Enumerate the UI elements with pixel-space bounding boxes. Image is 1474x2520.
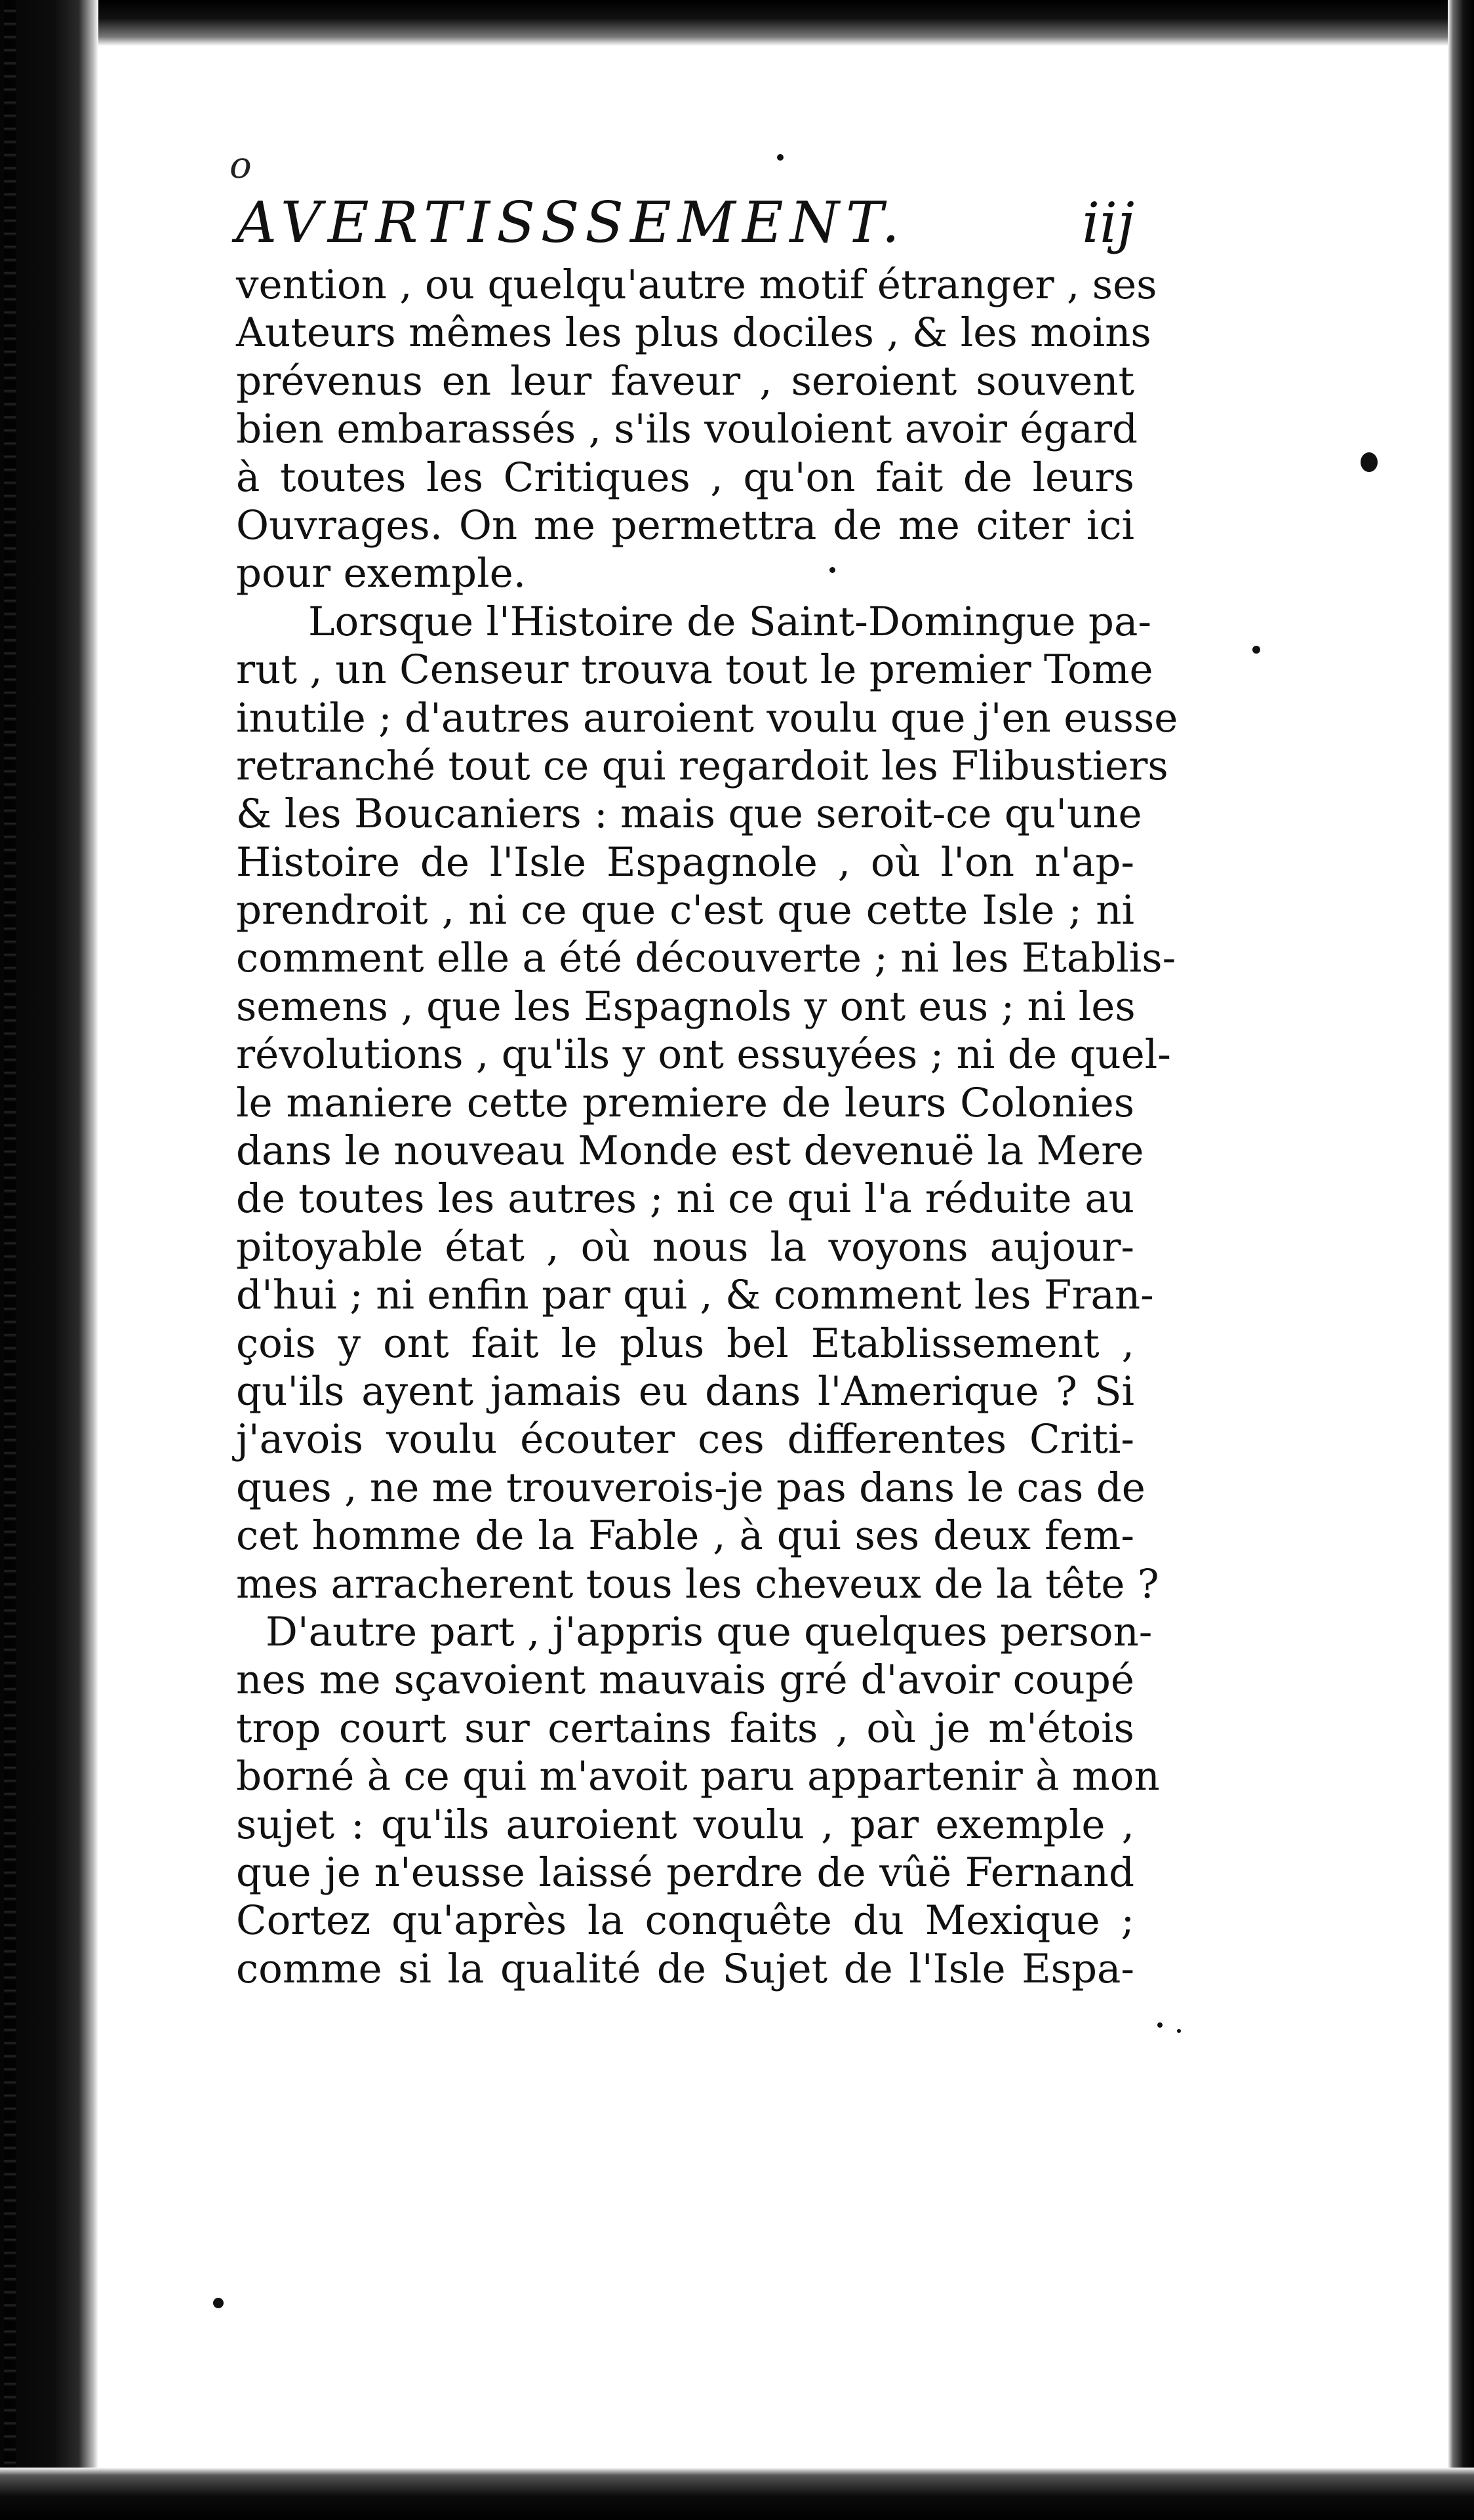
- running-head: AVERTISSSEMENT.: [236, 190, 906, 256]
- text-line: retranché tout ce qui regardoit les Flibustiers: [236, 742, 1168, 789]
- text-line: à toutes les Critiques , qu'on fait de leurs: [236, 454, 1134, 501]
- book-page: [125, 111, 1410, 2445]
- page-number: iij: [1082, 191, 1134, 255]
- scan-speck: [777, 154, 784, 161]
- scan-edge-top: [98, 0, 1449, 46]
- text-line: ques , ne me trouverois-je pas dans le cas de: [236, 1464, 1145, 1511]
- text-line: & les Boucaniers : mais que seroit-ce qu'une: [236, 791, 1142, 838]
- text-line: D'autre part , j'appris que quelques person-: [266, 1608, 1153, 1655]
- text-line: prendroit , ni ce que c'est que cette Isle ; ni: [236, 887, 1134, 934]
- scan-speck: [1361, 452, 1378, 472]
- text-line: inutile ; d'autres auroient voulu que j'en eusse: [236, 694, 1178, 741]
- text-line: le maniere cette premiere de leurs Colonies: [236, 1079, 1134, 1126]
- text-line: borné à ce qui m'avoit paru appartenir à mon: [236, 1753, 1160, 1800]
- text-line: mes arracherent tous les cheveux de la tête ?: [236, 1560, 1159, 1607]
- scan-speck: [1252, 646, 1260, 654]
- text-line: comment elle a été découverte ; ni les Etablis-: [236, 935, 1176, 982]
- text-line: dans le nouveau Monde est devenuë la Mere: [236, 1128, 1144, 1175]
- text-line: de toutes les autres ; ni ce qui l'a réduite au: [236, 1175, 1134, 1223]
- text-line: Lorsque l'Histoire de Saint-Domingue pa-: [308, 598, 1151, 645]
- text-line: semens , que les Espagnols y ont eus ; ni les: [236, 983, 1136, 1030]
- text-line: Histoire de l'Isle Espagnole , où l'on n'ap-: [236, 838, 1134, 886]
- text-line: trop court sur certains faits , où je m'étois: [236, 1704, 1134, 1752]
- scan-edge-right: [1448, 0, 1474, 2520]
- scan-speck: [213, 2298, 224, 2308]
- text-line: d'hui ; ni enfin par qui , & comment les Fran-: [236, 1272, 1154, 1319]
- text-line: cet homme de la Fable , à qui ses deux fem-: [236, 1512, 1134, 1560]
- text-line: Cortez qu'après la conquête du Mexique ;: [236, 1897, 1134, 1944]
- text-line: comme si la qualité de Sujet de l'Isle Espa-: [236, 1945, 1134, 1992]
- text-line: rut , un Censeur trouva tout le premier Tome: [236, 646, 1153, 694]
- scan-speck: [829, 567, 835, 573]
- signature-mark: o: [229, 144, 252, 187]
- text-line: Ouvrages. On me permettra de me citer ici: [236, 502, 1134, 549]
- page-header: [236, 187, 1134, 259]
- scan-edge-bottom: [0, 2468, 1474, 2520]
- text-line: révolutions , qu'ils y ont essuyées ; ni de quel-: [236, 1031, 1171, 1078]
- text-line: pour exemple.: [236, 550, 527, 597]
- text-line: çois y ont fait le plus bel Etablissement ,: [236, 1320, 1134, 1367]
- text-line: que je n'eusse laissé perdre de vûë Fernand: [236, 1849, 1134, 1896]
- text-line: pitoyable état , où nous la voyons aujour-: [236, 1223, 1134, 1270]
- text-line: bien embarassés , s'ils vouloient avoir égard: [236, 406, 1138, 453]
- text-line: sujet : qu'ils auroient voulu , par exemple ,: [236, 1801, 1134, 1848]
- text-line: j'avois voulu écouter ces differentes Criti-: [236, 1416, 1134, 1463]
- scan-edge-left-texture: [4, 0, 16, 2520]
- scan-speck: [1177, 2029, 1181, 2033]
- text-line: nes me sçavoient mauvais gré d'avoir coupé: [236, 1657, 1134, 1704]
- body-text: [236, 261, 1178, 1993]
- scan-speck: [1157, 2022, 1163, 2028]
- text-line: Auteurs mêmes les plus dociles , & les moins: [236, 309, 1151, 357]
- text-line: qu'ils ayent jamais eu dans l'Amerique ? Si: [236, 1368, 1134, 1415]
- text-line: vention , ou quelqu'autre motif étranger , ses: [236, 262, 1157, 308]
- text-line: prévenus en leur faveur , seroient souvent: [236, 357, 1134, 404]
